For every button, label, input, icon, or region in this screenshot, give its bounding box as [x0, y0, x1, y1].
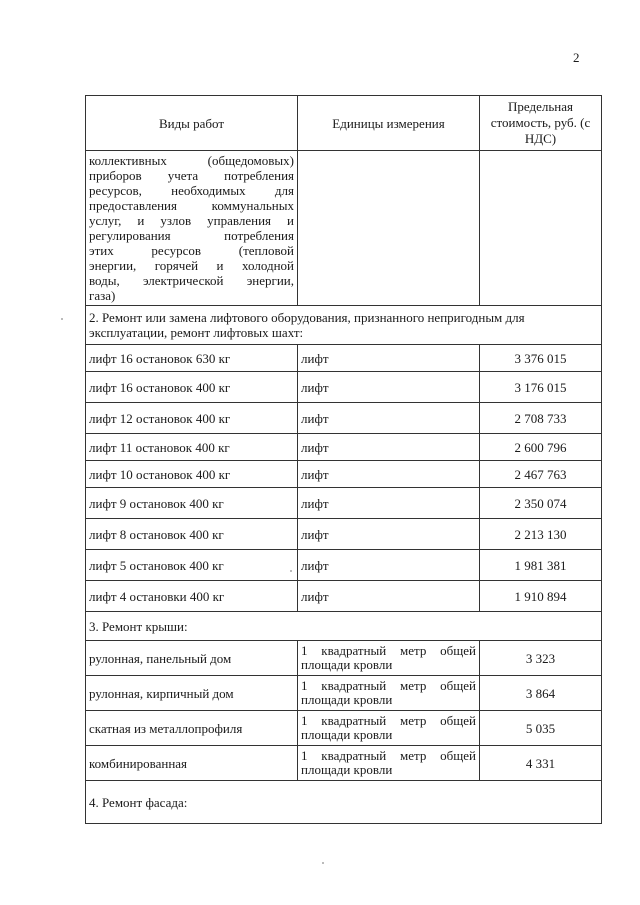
unit-line: площади кровли: [301, 692, 393, 707]
price-cell: 2 213 130: [480, 519, 602, 550]
text-line: коллективных (общедомовых): [89, 153, 294, 168]
work-cell: лифт 10 остановок 400 кг: [86, 461, 298, 488]
section-title-roof: 3. Ремонт крыши:: [86, 612, 602, 641]
work-cell: лифт 12 остановок 400 кг: [86, 403, 298, 434]
text-line: ресурсов, необходимых для: [89, 183, 294, 198]
section-title-facade: 4. Ремонт фасада:: [86, 781, 602, 824]
section-row: [86, 781, 602, 824]
continuation-row: [86, 151, 602, 306]
price-cell: 3 323: [480, 641, 602, 676]
table-row: [86, 641, 602, 676]
table-row: [86, 746, 602, 781]
table-row: [86, 461, 602, 488]
unit-line: площади кровли: [301, 657, 393, 672]
scan-speck: [61, 318, 63, 320]
unit-cell: [298, 676, 480, 711]
unit-cell: [298, 746, 480, 781]
work-cell: лифт 9 остановок 400 кг: [86, 488, 298, 519]
header-work-types: Виды работ: [86, 96, 298, 151]
unit-line: площади кровли: [301, 762, 393, 777]
section-title-lifts: 2. Ремонт или замена лифтового оборудования, признанного непригодным для эксплуатации, ремонт лифтовых шахт:: [86, 306, 602, 345]
table-row: [86, 581, 602, 612]
unit-cell: лифт: [298, 519, 480, 550]
unit-line: 1 квадратный метр общей: [301, 678, 476, 693]
table-row: [86, 519, 602, 550]
price-cell: 2 350 074: [480, 488, 602, 519]
table-row: [86, 488, 602, 519]
work-cell: рулонная, панельный дом: [86, 641, 298, 676]
text-line: приборов учета потребления: [89, 168, 294, 183]
table-row: [86, 676, 602, 711]
section-row: [86, 306, 602, 345]
work-cell: скатная из металлопрофиля: [86, 711, 298, 746]
page-number: 2: [573, 50, 580, 65]
price-cell: 3 376 015: [480, 345, 602, 372]
unit-cell: [298, 641, 480, 676]
unit-cell: лифт: [298, 372, 480, 403]
unit-cell: лифт: [298, 461, 480, 488]
table-row: [86, 403, 602, 434]
unit-cell: лифт: [298, 488, 480, 519]
text-line: энергии, горячей и холодной: [89, 258, 294, 273]
header-max-cost: Предельная стоимость, руб. (с НДС): [480, 96, 602, 151]
empty-cell: [298, 151, 480, 306]
price-cell: 2 467 763: [480, 461, 602, 488]
text-line: этих ресурсов (тепловой: [89, 243, 294, 258]
unit-cell: лифт: [298, 403, 480, 434]
price-cell: 1 981 381: [480, 550, 602, 581]
section-row: [86, 612, 602, 641]
price-table: [85, 95, 602, 824]
unit-cell: лифт: [298, 345, 480, 372]
empty-cell: [480, 151, 602, 306]
work-cell: рулонная, кирпичный дом: [86, 676, 298, 711]
work-cell: лифт 16 остановок 400 кг: [86, 372, 298, 403]
header-units: Единицы измерения: [298, 96, 480, 151]
price-cell: 2 708 733: [480, 403, 602, 434]
table-row: [86, 550, 602, 581]
table-row: [86, 711, 602, 746]
unit-line: 1 квадратный метр общей: [301, 748, 476, 763]
work-cell: лифт 8 остановок 400 кг: [86, 519, 298, 550]
work-cell: лифт 5 остановок 400 кг: [86, 550, 298, 581]
continuation-text: [86, 151, 298, 306]
work-cell: комбинированная: [86, 746, 298, 781]
work-cell: лифт 4 остановки 400 кг: [86, 581, 298, 612]
unit-cell: лифт: [298, 581, 480, 612]
unit-line: 1 квадратный метр общей: [301, 713, 476, 728]
text-line: услуг, и узлов управления и: [89, 213, 294, 228]
price-cell: 1 910 894: [480, 581, 602, 612]
table-row: [86, 434, 602, 461]
price-cell: 4 331: [480, 746, 602, 781]
text-line: регулирования потребления: [89, 228, 294, 243]
text-line: воды, электрической энергии,: [89, 273, 294, 288]
price-cell: 5 035: [480, 711, 602, 746]
table-row: [86, 372, 602, 403]
text-line: предоставления коммунальных: [89, 198, 294, 213]
work-cell: лифт 11 остановок 400 кг: [86, 434, 298, 461]
unit-cell: лифт: [298, 550, 480, 581]
scan-speck: [290, 570, 292, 572]
price-cell: 2 600 796: [480, 434, 602, 461]
work-cell: лифт 16 остановок 630 кг: [86, 345, 298, 372]
table-row: [86, 345, 602, 372]
unit-line: площади кровли: [301, 727, 393, 742]
unit-line: 1 квадратный метр общей: [301, 643, 476, 658]
text-line: газа): [89, 288, 116, 303]
scan-speck: [322, 862, 324, 864]
unit-cell: [298, 711, 480, 746]
price-cell: 3 176 015: [480, 372, 602, 403]
unit-cell: лифт: [298, 434, 480, 461]
table-header-row: [86, 96, 602, 151]
price-cell: 3 864: [480, 676, 602, 711]
